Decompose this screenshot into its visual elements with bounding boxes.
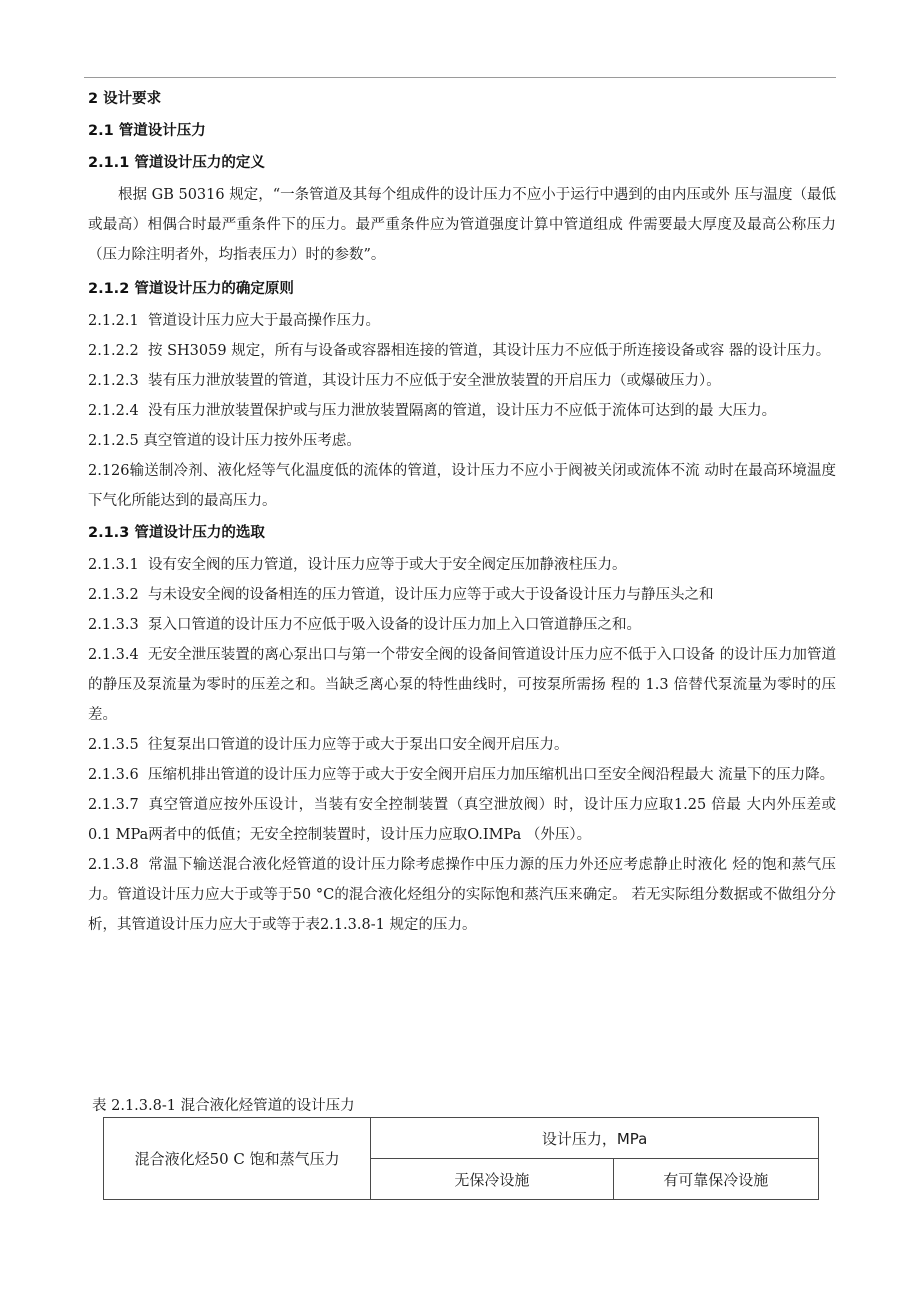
clause-number: 2.1.2.2	[88, 343, 139, 359]
clause-2-1-3-5	[88, 730, 836, 760]
clause-2-1-3-7	[88, 790, 836, 850]
clause-number: 2.1.3.4	[88, 647, 139, 663]
clause-2-1-2-5: 2.1.2.5 真空管道的设计压力按外压考虑。	[88, 433, 361, 449]
heading-2-1-1: 2.1.1 管道设计压力的定义	[88, 155, 265, 171]
clause-number: 2.1.3.8	[88, 857, 139, 873]
table-caption: 表 2.1.3.8-1 混合液化烃管道的设计压力	[92, 1098, 355, 1114]
clause-number: 2.1.3.5	[88, 737, 139, 753]
clause-2-1-2-4	[88, 396, 836, 426]
clause-text: 与未设安全阀的设备相连的压力管道，设计压力应等于或大于设备设计压力与静压头之和	[148, 587, 714, 603]
clause-text: 常温下输送混合液化烃管道的设计压力除考虑操作中压力源的压力外还应考虑静止时液化 烃的饱和蒸气压力。管道设计压力应大于或等于50 °C的混合液化烃组分的实际饱和蒸汽压来确定。 若无实际组分数据或不做组分分析，其管道设计压力应大于或等于表2.1.3.8-1 规定的压力。	[88, 857, 836, 933]
table-header-vapor-pressure: 混合液化烃50 C 饱和蒸气压力	[104, 1118, 371, 1200]
clause-2-1-3-3	[88, 610, 836, 640]
clause-number: 2.1.2.3	[88, 373, 139, 389]
clause-2-1-2-1	[88, 306, 836, 336]
design-pressure-table	[103, 1117, 819, 1200]
clause-text: 按 SH3059 规定，所有与设备或容器相连接的管道，其设计压力不应低于所连接设备或容 器的设计压力。	[148, 343, 831, 359]
clause-number: 2.1.3.6	[88, 767, 139, 783]
clause-2-1-3-8	[88, 850, 836, 940]
table-header-design-pressure: 设计压力，MPa	[371, 1118, 819, 1159]
heading-2: 2 设计要求	[88, 91, 162, 107]
clause-text: 无安全泄压装置的离心泵出口与第一个带安全阀的设备间管道设计压力应不低于入口设备 的设计压力加管道的静压及泵流量为零时的压差之和。当缺乏离心泵的特性曲线时，可按泵所需扬 程的 1.3 倍替代泵流量为零时的压差。	[88, 647, 836, 723]
clause-2-1-3-1	[88, 550, 836, 580]
clause-number: 2.1.3.1	[88, 557, 139, 573]
clause-text: 泵入口管道的设计压力不应低于吸入设备的设计压力加上入口管道静压之和。	[148, 617, 641, 633]
clause-number: 2.1.2.1	[88, 313, 139, 329]
clause-2-1-2-6: 2.126输送制冷剂、液化烃等气化温度低的流体的管道，设计压力不应小于阀被关闭或流体不流 动时在最高环境温度下气化所能达到的最高压力。	[88, 463, 836, 509]
table-subheader-no-insulation: 无保冷设施	[371, 1159, 613, 1200]
clause-text: 管道设计压力应大于最高操作压力。	[148, 313, 380, 329]
clause-text: 没有压力泄放装置保护或与压力泄放装置隔离的管道，设计压力不应低于流体可达到的最 大压力。	[148, 403, 777, 419]
table-subheader-reliable-insulation: 有可靠保冷设施	[613, 1159, 818, 1200]
clause-number: 2.1.3.3	[88, 617, 139, 633]
clause-number: 2.1.2.4	[88, 403, 139, 419]
clause-text: 往复泵出口管道的设计压力应等于或大于泵出口安全阀开启压力。	[148, 737, 569, 753]
heading-2-1-3: 2.1.3 管道设计压力的选取	[88, 525, 265, 541]
clause-text: 压缩机排出管道的设计压力应等于或大于安全阀开启压力加压缩机出口至安全阀沿程最大 流量下的压力降。	[148, 767, 835, 783]
clause-2-1-2-2	[88, 336, 836, 366]
header-rule	[84, 77, 836, 78]
heading-2-1-2: 2.1.2 管道设计压力的确定原则	[88, 281, 294, 297]
heading-2-1: 2.1 管道设计压力	[88, 123, 206, 139]
clause-number: 2.1.3.7	[88, 797, 139, 813]
clause-text: 装有压力泄放装置的管道，其设计压力不应低于安全泄放装置的开启压力（或爆破压力）。	[148, 373, 721, 389]
clause-number: 2.1.3.2	[88, 587, 139, 603]
definition-paragraph: 根据 GB 50316 规定，“一条管道及其每个组成件的设计压力不应小于运行中遇到的由内压或外 压与温度（最低或最高）相偶合时最严重条件下的压力。最严重条件应为管道强度计算中管道组成 件需要最大厚度及最高公称压力（压力除注明者外，均指表压力）时的参数”。	[88, 187, 836, 263]
clause-text: 真空管道应按外压设计，当装有安全控制装置（真空泄放阀）时，设计压力应取1.25 倍最 大内外压差或0.1 MPa两者中的低值；无安全控制装置时，设计压力应取O.IMPa （外压）。	[88, 797, 836, 843]
clause-text: 设有安全阀的压力管道，设计压力应等于或大于安全阀定压加静液柱压力。	[148, 557, 627, 573]
table-row	[104, 1118, 819, 1159]
clause-2-1-3-2	[88, 580, 836, 610]
document-body	[88, 88, 836, 940]
clause-2-1-3-4	[88, 640, 836, 730]
clause-2-1-3-6	[88, 760, 836, 790]
clause-2-1-2-3	[88, 366, 836, 396]
